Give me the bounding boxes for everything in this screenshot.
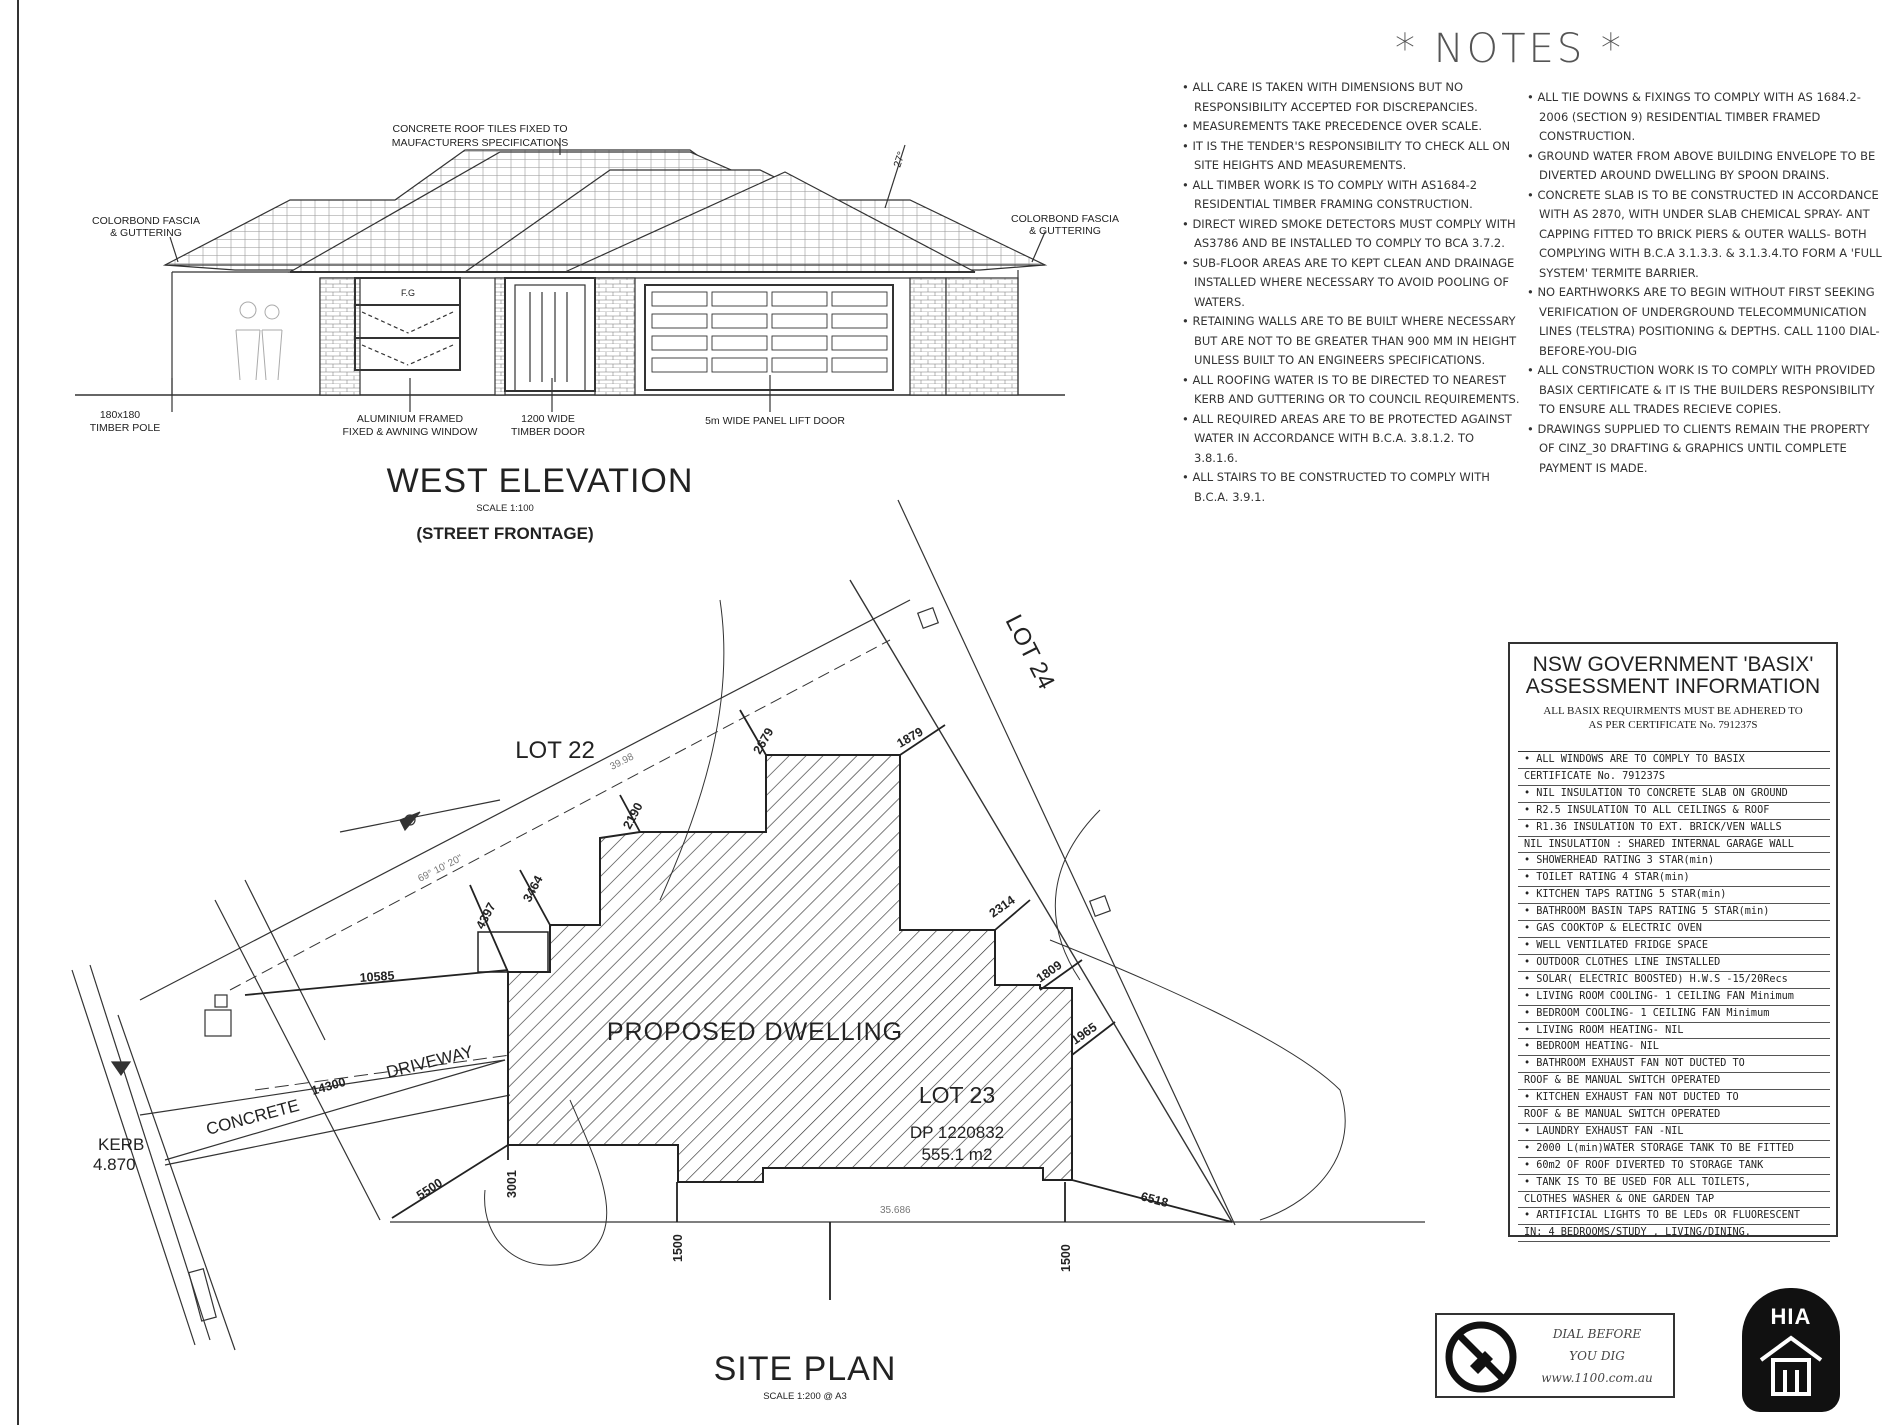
dial-line-1: DIAL BEFORE [1552,1327,1642,1341]
dim-1500-left: 1500 [671,1234,685,1262]
basix-item: ROOF & BE MANUAL SWITCH OPERATED [1518,1073,1830,1090]
basix-item: • LIVING ROOM COOLING- 1 CEILING FAN Minimum [1518,989,1830,1006]
label-proposed-dwelling: PROPOSED DWELLING [606,1018,904,1046]
hia-logo-text: HIA [1770,1304,1812,1329]
notes-right-column [1525,88,1885,478]
elevation-subtitle: (STREET FRONTAGE) [416,524,594,543]
no-dig-icon [1445,1321,1517,1393]
dim-1965: 1965 [1068,1020,1100,1048]
note-item: • ALL ROOFING WATER IS TO BE DIRECTED TO NEAREST KERB AND GUTTERING OR TO COUNCIL REQUIREMENTS. [1182,372,1520,406]
label-garage: 5m WIDE PANEL LIFT DOOR [705,415,845,427]
note-item: • ALL TIMBER WORK IS TO COMPLY WITH AS1684-2 RESIDENTIAL TIMBER FRAMING CONSTRUCTION. [1182,177,1478,211]
basix-item: • ALL WINDOWS ARE TO COMPLY TO BASIX [1518,752,1830,769]
basix-item: • 60m2 OF ROOF DIVERTED TO STORAGE TANK [1518,1158,1830,1175]
basix-item: NIL INSULATION : SHARED INTERNAL GARAGE WALL [1518,837,1830,854]
basix-title-2: ASSESSMENT INFORMATION [1525,675,1821,698]
note-item: • MEASUREMENTS TAKE PRECEDENCE OVER SCALE. [1182,119,1483,133]
basix-item: • SOLAR( ELECTRIC BOOSTED) H.W.S -15/20Recs [1518,972,1830,989]
dim-2190: 2190 [620,800,646,832]
basix-item: CLOTHES WASHER & ONE GARDEN TAP [1518,1192,1830,1209]
dim-14300: 14300 [309,1074,348,1098]
hia-house-icon [1751,1330,1831,1400]
label-door-1: 1200 WIDE [521,413,575,425]
west-elevation [75,138,1065,412]
label-kerb: KERB [98,1135,145,1154]
notes-title: * NOTES * [1395,26,1624,72]
basix-item: • SHOWERHEAD RATING 3 STAR(min) [1518,853,1830,870]
dim-5500: 5500 [414,1175,445,1203]
note-item: • NO EARTHWORKS ARE TO BEGIN WITHOUT FIRST SEEKING VERIFICATION OF UNDERGROUND TELECOMMUNICATION LINES (TELSTRA) POSITIONING & DEPTHS. CALL 1100 DIAL-BEFORE-YOU-DIG [1527,285,1880,358]
label-roof-tiles-1: CONCRETE ROOF TILES FIXED TO [392,123,568,135]
basix-item: • BEDROOM COOLING- 1 CEILING FAN Minimum [1518,1006,1830,1023]
note-item: • ALL STAIRS TO BE CONSTRUCTED TO COMPLY WITH B.C.A. 3.9.1. [1182,470,1490,504]
note-item: • DRAWINGS SUPPLIED TO CLIENTS REMAIN THE PROPERTY OF CINZ_30 DRAFTING & GRAPHICS UNTIL COMPLETE PAYMENT IS MADE. [1527,421,1870,475]
note-item: • RETAINING WALLS ARE TO BE BUILT WHERE NECESSARY BUT ARE NOT TO BE GREATER THAN 900 MM IN HEIGHT UNLESS BUILT TO AN ENGINEERS SPECIFICATIONS. [1182,314,1517,367]
basix-item: • R1.36 INSULATION TO EXT. BRICK/VEN WALLS [1518,820,1830,837]
note-item: • CONCRETE SLAB IS TO BE CONSTRUCTED IN ACCORDANCE WITH AS 2870, WITH UNDER SLAB CHEMICAL SPRAY- ANT CAPPING FITTED TO BRICK PIERS & OUTER WALLS- BOTH COMPLYING WITH B.C.A 3.1.3.3. & 3.1.3.4.TO FORM A 'FULL SYSTEM' TERMITE BARRIER. [1527,187,1882,280]
note-item: • ALL CARE IS TAKEN WITH DIMENSIONS BUT NO RESPONSIBILITY ACCEPTED FOR DISCREPANCIES. [1182,80,1478,114]
label-lot-area: 555.1 m2 [921,1145,993,1164]
label-fascia-right-1: COLORBOND FASCIA [1011,213,1119,225]
hia-logo [1742,1288,1840,1412]
note-item: • ALL REQUIRED AREAS ARE TO BE PROTECTED AGAINST WATER IN ACCORDANCE WITH B.C.A. 3.8.1.2. TO 3.8.1.6. [1182,411,1512,465]
basix-item: • BEDROOM HEATING- NIL [1518,1039,1830,1056]
label-boundary-length: 39.98 [608,751,636,773]
basix-item: • TOILET RATING 4 STAR(min) [1518,870,1830,887]
basix-item: • GAS COOKTOP & ELECTRIC OVEN [1518,921,1830,938]
basix-item: • KITCHEN TAPS RATING 5 STAR(min) [1518,887,1830,904]
label-pole-2: TIMBER POLE [89,422,161,434]
note-item: • DIRECT WIRED SMOKE DETECTORS MUST COMPLY WITH AS3786 AND BE INSTALLED TO COMPLY TO BCA 3.7.2. [1182,216,1516,250]
label-kerb-level: 4.870 [93,1155,136,1174]
dim-1879: 1879 [894,724,926,751]
label-fascia-left-2: & GUTTERING [110,227,182,239]
label-roof-tiles-2: MAUFACTURERS SPECIFICATIONS [391,137,569,149]
dim-6518: 6518 [1139,1189,1170,1211]
basix-item: • TANK IS TO BE USED FOR ALL TOILETS, [1518,1175,1830,1192]
basix-item: CERTIFICATE No. 791237S [1518,769,1830,786]
basix-item: • ARTIFICIAL LIGHTS TO BE LEDs OR FLUORESCENT [1518,1208,1830,1225]
label-pole-1: 180x180 [99,409,141,421]
basix-item: • BATHROOM BASIN TAPS RATING 5 STAR(min) [1518,904,1830,921]
note-item: • ALL TIE DOWNS & FIXINGS TO COMPLY WITH AS 1684.2-2006 (SECTION 9) RESIDENTIAL TIMBER FRAMED CONSTRUCTION. [1527,90,1861,143]
basix-item: • LIVING ROOM HEATING- NIL [1518,1023,1830,1040]
label-fascia-right-2: & GUTTERING [1029,225,1101,237]
note-item: • SUB-FLOOR AREAS ARE TO KEPT CLEAN AND DRAINAGE INSTALLED WHERE NECESSARY TO AVOID POOLING OF WATERS. [1182,255,1515,309]
dim-3464: 3464 [520,873,546,905]
label-driveway-1: CONCRETE [204,1095,302,1139]
basix-item: ROOF & BE MANUAL SWITCH OPERATED [1518,1107,1830,1124]
basix-item: • NIL INSULATION TO CONCRETE SLAB ON GROUND [1518,786,1830,803]
dial-line-3: www.1100.com.au [1541,1371,1653,1385]
dim-1500-right: 1500 [1059,1244,1073,1272]
dwelling-porch [478,932,548,972]
basix-title-1: NSW GOVERNMENT 'BASIX' [1532,653,1814,676]
notes-left-column [1180,78,1520,507]
basix-requirements-list [1518,751,1830,1242]
dim-1809: 1809 [1033,958,1065,986]
label-window-tag: F.G [400,288,416,298]
elevation-title: WEST ELEVATION [386,462,694,500]
basix-item: • WELL VENTILATED FRIDGE SPACE [1518,938,1830,955]
note-item: • GROUND WATER FROM ABOVE BUILDING ENVELOPE TO BE DIVERTED AROUND DWELLING BY SPOON DRAINS. [1527,148,1876,182]
label-door-2: TIMBER DOOR [510,426,586,438]
proposed-dwelling-footprint [508,755,1072,1182]
dim-10585: 10585 [359,968,395,985]
dial-line-2: YOU DIG [1569,1349,1625,1363]
label-window-1: ALUMINIUM FRAMED [356,413,464,425]
basix-sub-1: ALL BASIX REQUIRMENTS MUST BE ADHERED TO [1543,705,1803,717]
basix-item: • OUTDOOR CLOTHES LINE INSTALLED [1518,955,1830,972]
dim-2679: 2679 [750,725,777,757]
basix-sub-2: AS PER CERTIFICATE No. 791237S [1588,719,1758,731]
dial-before-you-dig-logo [1435,1313,1675,1398]
basix-item: • LAUNDRY EXHAUST FAN -NIL [1518,1124,1830,1141]
dim-3001: 3001 [505,1170,519,1198]
label-dp-number: DP 1220832 [909,1123,1005,1142]
elevation-scale: SCALE 1:100 [476,503,534,514]
label-boundary-bearing: 69° 10' 20" [416,852,465,885]
label-roof-pitch: 27° [891,150,908,169]
label-driveway-2: DRIVEWAY [384,1041,476,1082]
basix-assessment-box [1508,642,1838,1237]
note-item: • ALL CONSTRUCTION WORK IS TO COMPLY WITH PROVIDED BASIX CERTIFICATE & IT IS THE BUILDERS RESPONSIBILITY TO ENSURE ALL TRADES RECIEVE COPIES. [1527,363,1876,416]
label-rear-length: 35.686 [880,1205,911,1216]
label-fascia-left-1: COLORBOND FASCIA [92,215,200,227]
label-lot-22: LOT 22 [515,737,595,764]
basix-item: • BATHROOM EXHAUST FAN NOT DUCTED TO [1518,1056,1830,1073]
basix-item: • KITCHEN EXHAUST FAN NOT DUCTED TO [1518,1090,1830,1107]
label-lot-24: LOT 24 [999,610,1060,694]
dim-4397: 4397 [473,900,499,932]
site-plan-scale: SCALE 1:200 @ A3 [763,1391,847,1402]
label-window-2: FIXED & AWNING WINDOW [342,426,478,438]
label-lot-23: LOT 23 [918,1082,996,1108]
basix-item: • 2000 L(min)WATER STORAGE TANK TO BE FITTED [1518,1141,1830,1158]
note-item: • IT IS THE TENDER'S RESPONSIBILITY TO CHECK ALL ON SITE HEIGHTS AND MEASUREMENTS. [1182,138,1511,172]
site-plan-title: SITE PLAN [713,1350,897,1388]
basix-item: IN: 4 BEDROOMS/STUDY , LIVING/DINING. [1518,1225,1830,1242]
basix-item: • R2.5 INSULATION TO ALL CEILINGS & ROOF [1518,803,1830,820]
dim-2314: 2314 [986,893,1018,921]
